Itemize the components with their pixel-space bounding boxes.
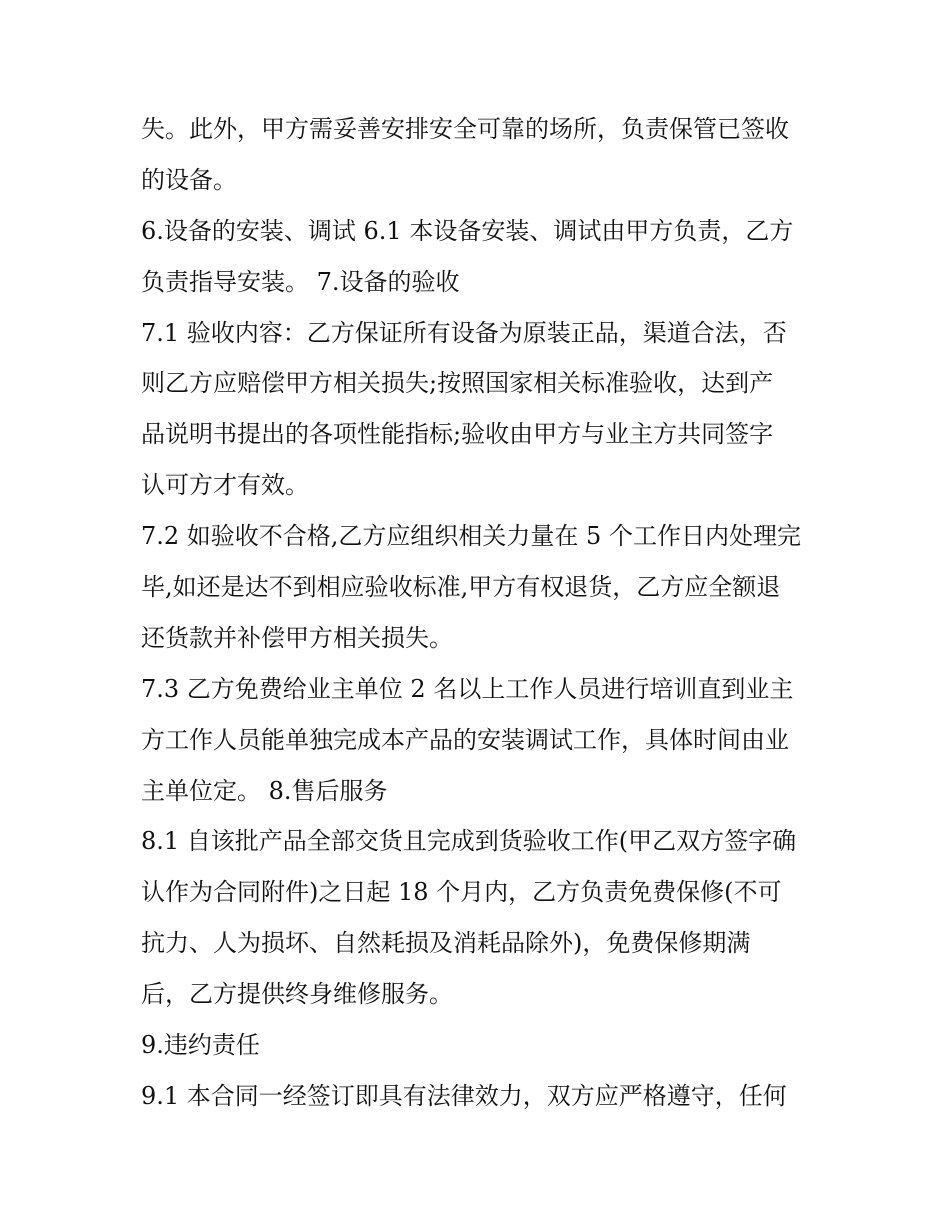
section-8-heading-line: 主单位定。 8.售后服务: [141, 776, 388, 805]
clause-8-1-line-2: 认作为合同附件)之日起 18 个月内，乙方负责免费保修(不可: [141, 878, 782, 907]
section-7-heading-line: 负责指导安装。 7.设备的验收: [141, 267, 460, 296]
section-6-heading-line: 6.设备的安装、调试 6.1 本设备安装、调试由甲方负责，乙方: [141, 216, 794, 245]
clause-7-3-line-2: 方工作人员能单独完成本产品的安装调试工作，具体时间由业: [141, 725, 789, 754]
clause-7-1-line-4: 认可方才有效。: [141, 471, 309, 500]
clause-8-1-line-4: 后，乙方提供终身维修服务。: [141, 980, 453, 1009]
clause-7-2-line-2: 毕,如还是达不到相应验收标准,甲方有权退货，乙方应全额退: [141, 573, 781, 602]
clause-7-2-line-1: 7.2 如验收不合格,乙方应组织相关力量在 5 个工作日内处理完: [141, 522, 801, 551]
text-line-2: 的设备。: [141, 165, 237, 194]
clause-8-1-line-1: 8.1 自该批产品全部交货且完成到货验收工作(甲乙双方签字确: [141, 827, 797, 856]
contract-text-body: [141, 104, 821, 1122]
section-9-heading: 9.违约责任: [141, 1031, 260, 1060]
text-line-1: 失。此外，甲方需妥善安排安全可靠的场所，负责保管已签收: [141, 115, 789, 143]
clause-7-1-line-3: 品说明书提出的各项性能指标;验收由甲方与业主方共同签字: [141, 420, 774, 449]
clause-7-3-line-1: 7.3 乙方免费给业主单位 2 名以上工作人员进行培训直到业主: [141, 674, 794, 703]
clause-7-1-line-1: 7.1 验收内容：乙方保证所有设备为原装正品，渠道合法，否: [141, 318, 787, 347]
clause-7-1-line-2: 则乙方应赔偿甲方相关损失;按照国家相关标准验收，达到产: [141, 369, 774, 398]
clause-9-1-line-1: 9.1 本合同一经签订即具有法律效力，双方应严格遵守，任何: [141, 1081, 787, 1110]
clause-7-2-line-3: 还货款并补偿甲方相关损失。: [141, 623, 453, 652]
clause-8-1-line-3: 抗力、人为损坏、自然耗损及消耗品除外)，免费保修期满: [141, 929, 751, 958]
